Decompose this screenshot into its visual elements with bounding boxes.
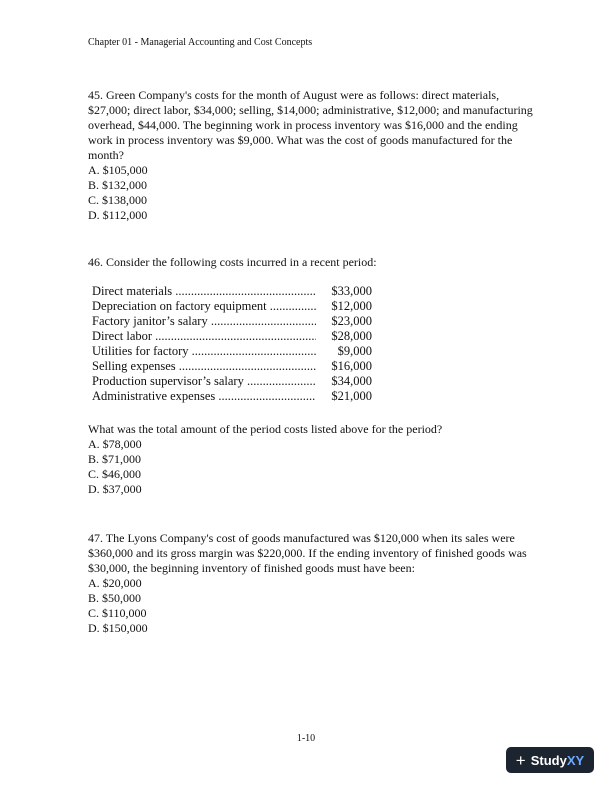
page-number: 1-10 [296,733,316,744]
cost-table [92,284,372,404]
option-b: B. $50,000 [88,591,142,605]
cost-value: $34,000 [331,374,372,388]
cost-label: Factory janitor’s salary ..... [92,314,316,329]
cost-row [92,374,372,389]
cost-value: $28,000 [331,329,372,343]
cost-row [92,299,372,314]
option-b: B. $71,000 [88,452,142,466]
option-c: C. $138,000 [88,193,148,207]
question-stem: What was the total amount of the period costs listed above for the period? [88,422,443,436]
cost-value: $33,000 [331,284,372,298]
option-d: D. $37,000 [88,482,142,496]
option-b: B. $132,000 [88,178,148,192]
cost-value: $23,000 [331,314,372,328]
question-stem: 47. The Lyons Company's cost of goods manufactured was $120,000 when its sales were $360,000 and its gross margin was $220,000. If the ending inventory of finished goods was $30,000, the beginning inventory of finished goods must have been: [88,531,527,575]
studyxy-badge[interactable] [506,747,594,773]
question-intro: 46. Consider the following costs incurred in a recent period: [88,255,377,269]
option-d: D. $150,000 [88,621,148,635]
question-46-intro [88,255,540,270]
page-header: Chapter 01 - Managerial Accounting and Cost Concepts [88,37,313,48]
cost-value: $9,000 [337,344,372,358]
cost-label: Production supervisor’s salary ..... [92,374,316,389]
cost-row [92,359,372,374]
option-c: C. $110,000 [88,606,147,620]
cost-label: Depreciation on factory equipment ..... [92,299,316,314]
cost-row [92,344,372,359]
cost-label: Administrative expenses ..... [92,389,316,404]
question-47 [88,531,540,636]
cost-row [92,389,372,404]
option-a: A. $105,000 [88,163,148,177]
cost-label: Utilities for factory ..... [92,344,316,359]
badge-label [531,753,584,768]
badge-brand-accent: XY [566,752,585,768]
cost-value: $12,000 [331,299,372,313]
badge-brand: Study [530,752,567,768]
cost-row [92,284,372,299]
plus-icon: + [515,750,526,770]
cost-row [92,314,372,329]
cost-label: Direct materials ..... [92,284,316,299]
option-a: A. $78,000 [88,437,142,451]
cost-row [92,329,372,344]
option-a: A. $20,000 [88,576,142,590]
cost-label: Selling expenses ..... [92,359,316,374]
option-c: C. $46,000 [88,467,142,481]
question-46 [88,422,540,497]
cost-value: $16,000 [331,359,372,373]
cost-label: Direct labor ..... [92,329,316,344]
question-stem: 45. Green Company's costs for the month of August were as follows: direct materials, $27,000; direct labor, $34,000; selling, $14,000; administrative, $12,000; and manufacturing overhead, $44,000. The beginning work in process inventory was $16,000 and the ending work in process inventory was $9,000. What was the cost of goods manufactured for the month? [88,88,533,162]
cost-value: $21,000 [331,389,372,403]
option-d: D. $112,000 [88,208,148,222]
question-45 [88,88,540,223]
